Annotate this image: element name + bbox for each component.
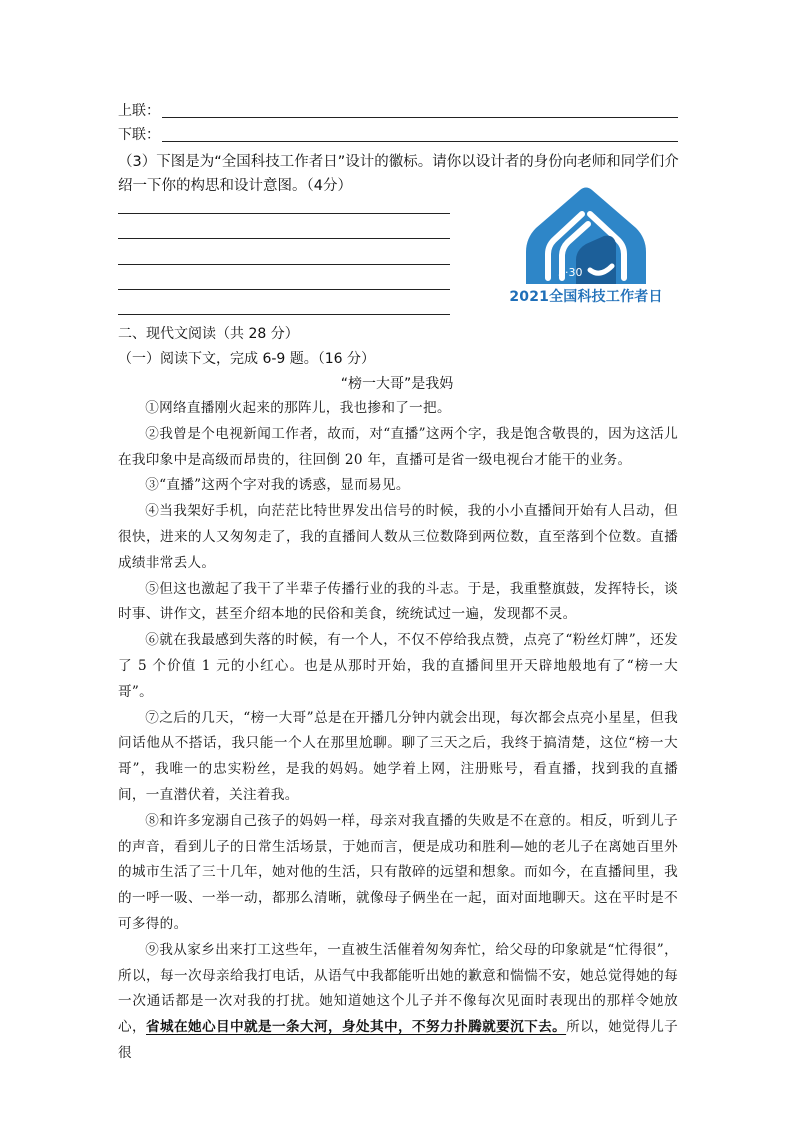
lower-couplet-answer-line[interactable] [162,141,678,142]
lower-couplet-row [118,125,678,145]
paragraph-9-end: 所以，她觉得儿子很 [118,1019,679,1061]
paragraph-2: ②我曾是个电视新闻工作者，故而，对“直播”这两个字，我是饱含敬畏的，因为这活儿在我印象中是高级而昂贵的，往回倒 20 年，直播可是省一级电视台才能干的业务。 [118,425,678,468]
paragraph-9 [118,938,678,1067]
paragraph-4: ④当我架好手机，向茫茫比特世界发出信号的时候，我的小小直播间开始有人吕动，但很快，进来的人又匆匆走了，我的直播间人数从三位数降到两位数，直至落到个位数。直播成绩非常丢人。 [118,503,678,571]
article-title: “榜一大哥”是我妈 [340,376,454,392]
lower-couplet-label: 下联： [118,127,160,143]
section-subtitle: （一）阅读下文，完成 6-9 题。（16 分） [118,351,376,367]
answer-line-3[interactable] [118,264,450,265]
logo-emblem-icon [496,186,676,286]
upper-couplet-label: 上联： [118,103,160,119]
section-title: 二、现代文阅读（共 28 分） [118,326,299,342]
logo-caption: 2021全国科技工作者日 [509,289,663,305]
paragraph-3: ③“直播”这两个字对我的诱惑，显而易见。 [145,477,410,494]
paragraph-8: ⑧和许多宠溺自己孩子的妈妈一样，母亲对我直播的失败是不在意的。相反，听到儿子的声音，看到儿子的日常生活场景，于她而言，便是成功和胜利—她的老儿子在离她百里外的城市生活了三十几年，她对他的生活，只有散碎的远望和想象。而如今，在直播间里，我的一呼一吸、一举一动，都那么清晰，就像母子俩坐在一起，面对面地聊天。这在平时是不可多得的。 [118,812,678,932]
answer-line-1[interactable] [118,213,450,214]
article-body [118,396,678,1067]
answer-line-5[interactable] [118,314,450,315]
paragraph-6: ⑥就在我最感到失落的时候，有一个人，不仅不停给我点赞，点亮了“粉丝灯牌”，还发了 5 个价值 1 元的小红心。也是从那时开始，我的直播间里开天辟地般地有了“榜一大哥”。 [118,632,678,700]
question-3-text: （3）下图是为“全国科技工作者日”设计的徽标。请你以设计者的身份向老师和同学们介绍一下你的构思和设计意图。（4分） [118,154,679,194]
answer-line-4[interactable] [118,289,450,290]
upper-couplet-answer-line[interactable] [162,117,678,118]
logo-date-text: 5·30 [558,266,583,279]
paragraph-5: ⑤但这也激起了我干了半辈子传播行业的我的斗志。于是，我重整旗鼓，发挥特长，谈时事、讲作文，甚至介绍本地的民俗和美食，统统试过一遍，发现都不灵。 [118,580,678,623]
paragraph-7: ⑦之后的几天，“榜一大哥”总是在开播几分钟内就会出现，每次都会点亮小星星，但我问话他从不搭话，我只能一个人在那里尬聊。聊了三天之后，我终于搞清楚，这位“榜一大哥”，我唯一的忠实粉丝，是我的妈妈。她学着上网，注册账号，看直播，找到我的直播间，一直潜伏着，关注着我。 [118,709,678,803]
upper-couplet-row [118,101,678,121]
paragraph-9-start: ⑨我从家乡出来打工这些年，一直被生活催着匆匆奔忙，给父母的印象就是“忙得很”，所以，每一次母亲给我打电话，从语气中我都能听出她的歉意和惴惴不安，她总觉得她的每一次通话都是一次对我的打扰。她知道她这个儿子并不像每次见面时表现出的那样令她放心， [118,941,678,1036]
answer-line-2[interactable] [118,238,450,239]
paragraph-1: ①网络直播刚火起来的那阵儿，我也掺和了一把。 [145,400,451,416]
science-worker-day-logo [496,186,676,311]
underlined-sentence: 省城在她心目中就是一条大河，身处其中，不努力扑腾就要沉下去。 [146,1019,567,1036]
